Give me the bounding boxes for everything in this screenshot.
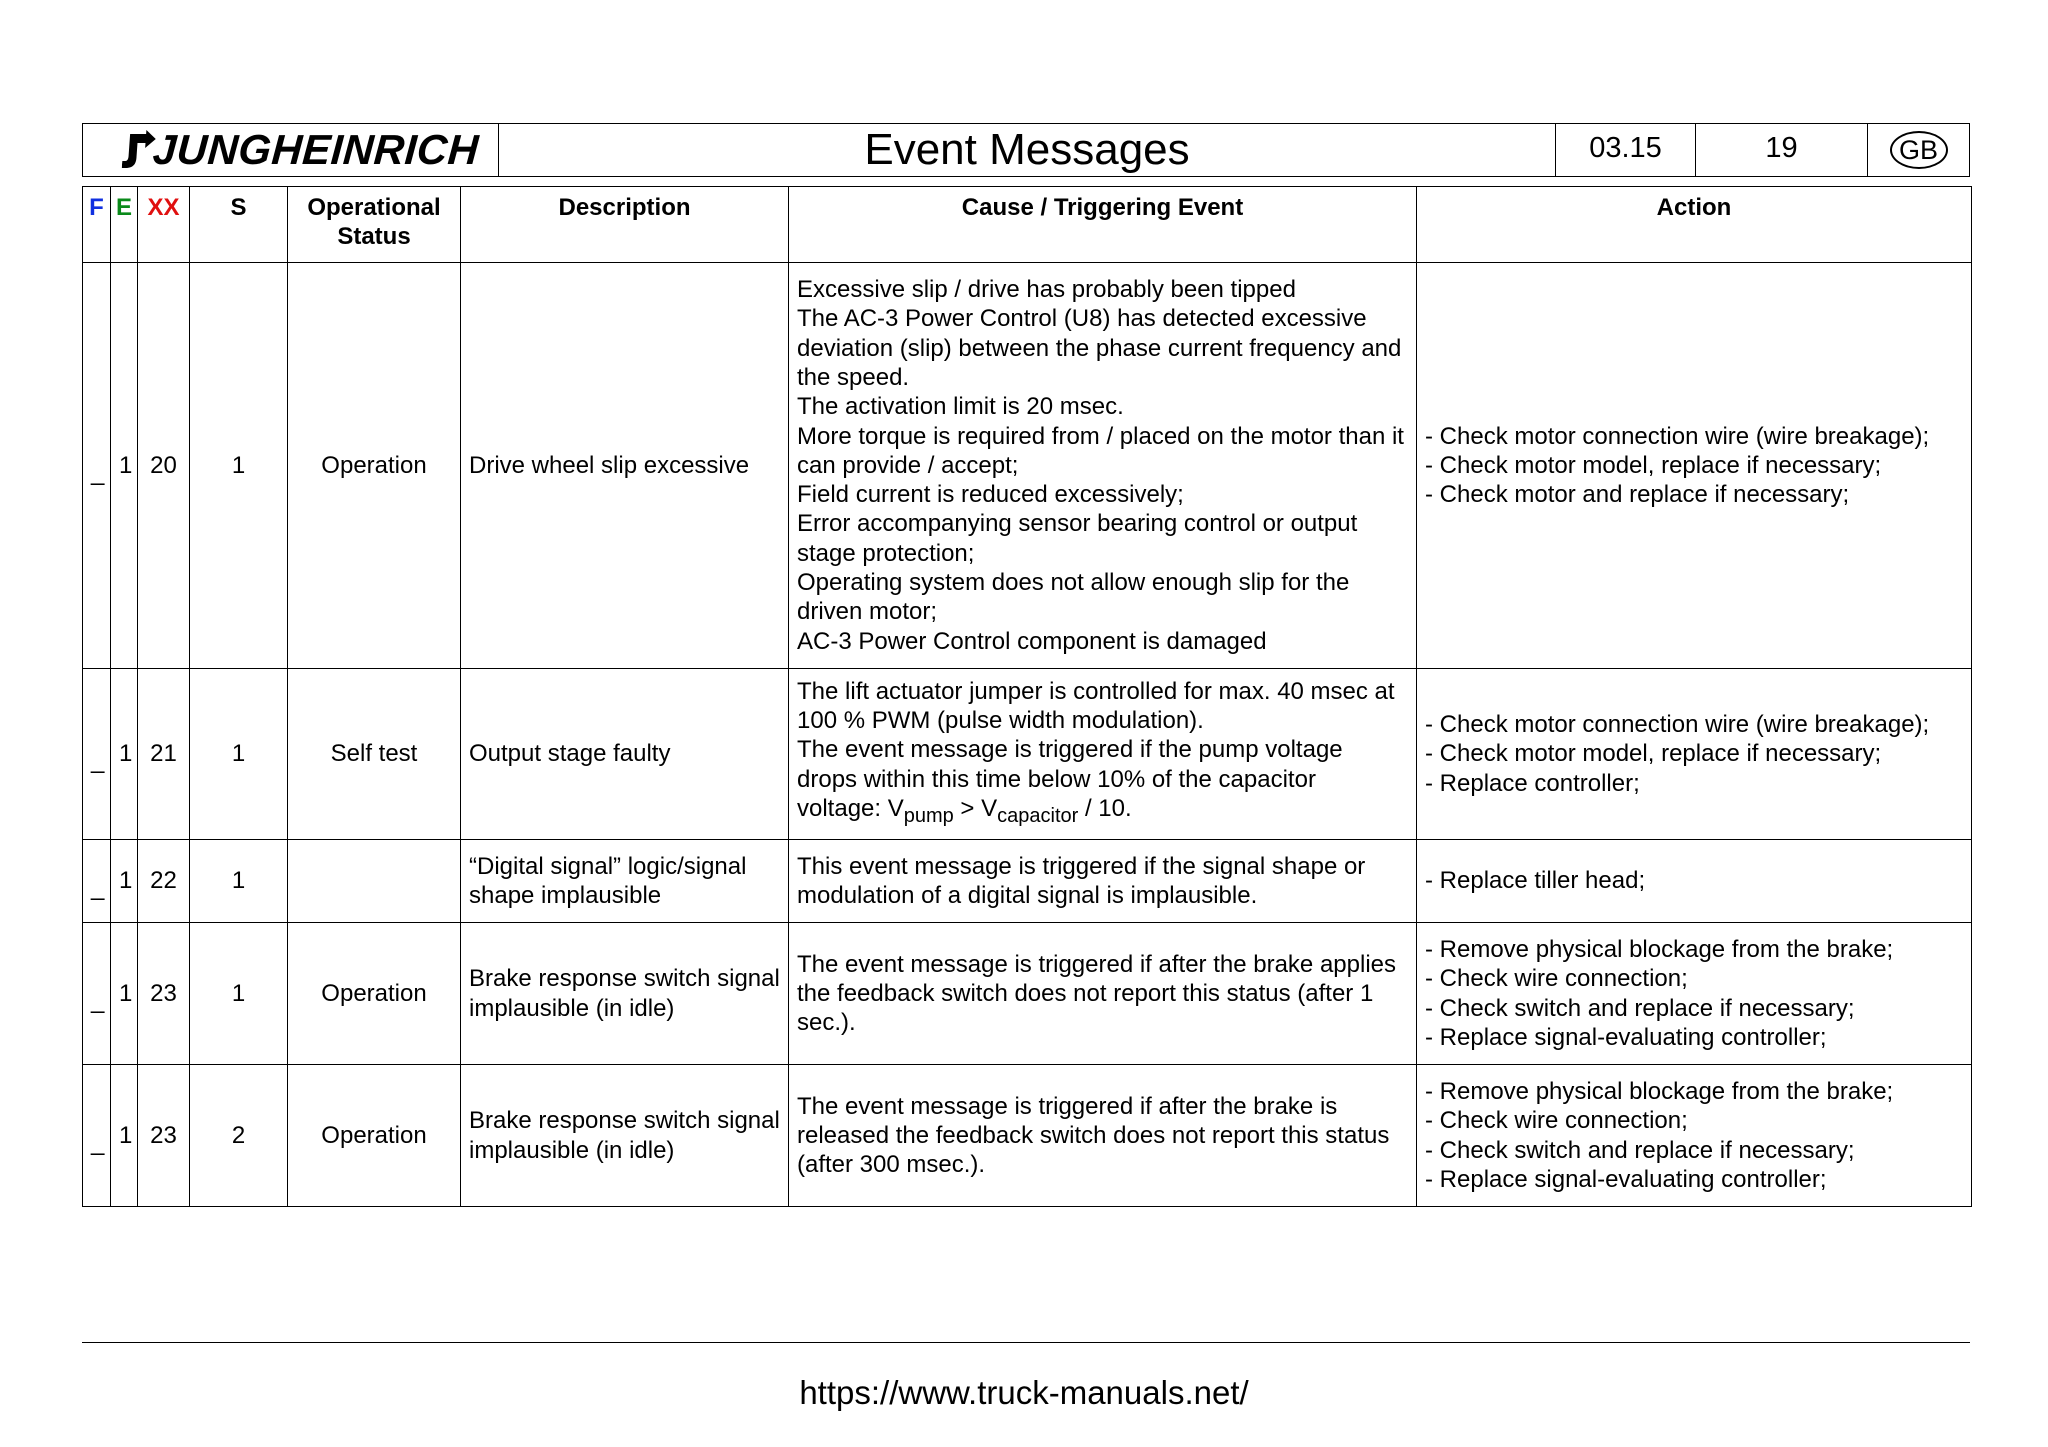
cell-f: _ xyxy=(83,669,111,840)
cause-line: The event message is triggered if the pump voltage drops within this time below 10% of the capacitor xyxy=(797,736,1343,793)
cause-line: More torque is required from / placed on the motor than it can provide / accept; xyxy=(797,422,1404,479)
cell-action xyxy=(1417,263,1972,669)
col-header-action: Action xyxy=(1417,187,1972,263)
cell-cause: The event message is triggered if after the brake applies the feedback switch does not report this status (after 1 sec.). xyxy=(789,923,1417,1065)
language-badge: GB xyxy=(1890,131,1948,169)
action-line: - Check motor connection wire (wire breakage); xyxy=(1425,711,1930,739)
action-line: - Replace controller; xyxy=(1425,769,1640,797)
page-header xyxy=(82,123,1970,177)
cell-f: _ xyxy=(83,840,111,923)
cell-f: _ xyxy=(83,923,111,1065)
action-line: - Check motor model, replace if necessary; xyxy=(1425,451,1882,479)
table-row xyxy=(83,263,1972,669)
cell-operational-status xyxy=(288,840,461,923)
cell-operational-status: Operation xyxy=(288,263,461,669)
cell-xx: 21 xyxy=(138,669,190,840)
table-header-row xyxy=(83,187,1972,263)
cell-description: Brake response switch signal implausible (in idle) xyxy=(461,1065,789,1207)
cause-line: Field current is reduced excessively; xyxy=(797,481,1184,509)
cell-f: _ xyxy=(83,263,111,669)
col-header-e: E xyxy=(111,187,138,263)
cell-e: 1 xyxy=(111,840,138,923)
event-messages-table xyxy=(82,186,1972,1207)
footer-divider xyxy=(82,1342,1970,1343)
cause-line: The AC-3 Power Control (U8) has detected excessive deviation (slip) between the phase current frequency and the speed. xyxy=(797,305,1402,391)
cause-line: The lift actuator jumper is controlled for max. 40 msec at 100 % PWM (pulse width modulation). xyxy=(797,677,1395,735)
cell-s: 1 xyxy=(190,669,288,840)
footer-url[interactable]: https://www.truck-manuals.net/ xyxy=(799,1374,1249,1411)
cell-e: 1 xyxy=(111,669,138,840)
action-line: - Remove physical blockage from the brake; xyxy=(1425,1077,1894,1105)
cause-line: AC-3 Power Control component is damaged xyxy=(797,627,1267,655)
action-line: - Replace signal-evaluating controller; xyxy=(1425,1165,1827,1193)
cell-s: 1 xyxy=(190,923,288,1065)
edition-date: 03.15 xyxy=(1556,124,1696,176)
cell-operational-status: Self test xyxy=(288,669,461,840)
cell-e: 1 xyxy=(111,923,138,1065)
action-line: - Check motor model, replace if necessary; xyxy=(1425,740,1882,768)
col-header-cause: Cause / Triggering Event xyxy=(789,187,1417,263)
cell-cause: The event message is triggered if after the brake is released the feedback switch does not report this status (after 300 msec.). xyxy=(789,1065,1417,1207)
cell-description: Output stage faulty xyxy=(461,669,789,840)
cell-s: 2 xyxy=(190,1065,288,1207)
cell-xx: 23 xyxy=(138,923,190,1065)
cell-e: 1 xyxy=(111,263,138,669)
action-line: - Remove physical blockage from the brake; xyxy=(1425,935,1894,963)
cell-s: 1 xyxy=(190,840,288,923)
table-row xyxy=(83,923,1972,1065)
cell-xx: 20 xyxy=(138,263,190,669)
table-row xyxy=(83,840,1972,923)
cause-line: The activation limit is 20 msec. xyxy=(797,393,1124,421)
page-title: Event Messages xyxy=(499,124,1556,176)
brand-name: JUNGHEINRICH xyxy=(151,126,481,173)
action-line: - Check wire connection; xyxy=(1425,965,1688,993)
cell-xx: 22 xyxy=(138,840,190,923)
cause-formula: voltage: $V_{pump} > V_{capacitor} / 10$. xyxy=(797,795,1132,827)
page-number: 19 xyxy=(1696,124,1868,176)
cell-action xyxy=(1417,1065,1972,1207)
brand-logo-cell xyxy=(83,124,499,176)
cell-xx: 23 xyxy=(138,1065,190,1207)
cause-line: Excessive slip / drive has probably been tipped xyxy=(797,276,1296,304)
cell-cause xyxy=(789,669,1417,840)
language-cell xyxy=(1868,124,1969,176)
cell-e: 1 xyxy=(111,1065,138,1207)
action-line: - Replace tiller head; xyxy=(1425,867,1646,895)
cell-action xyxy=(1417,669,1972,840)
cell-f: _ xyxy=(83,1065,111,1207)
action-line: - Check switch and replace if necessary; xyxy=(1425,1136,1855,1164)
cell-action xyxy=(1417,923,1972,1065)
action-line: - Check wire connection; xyxy=(1425,1107,1688,1135)
cell-description: Drive wheel slip excessive xyxy=(461,263,789,669)
action-line: - Replace signal-evaluating controller; xyxy=(1425,1023,1827,1051)
brand-logo xyxy=(121,126,480,174)
cell-action xyxy=(1417,840,1972,923)
action-line: - Check motor connection wire (wire breakage); xyxy=(1425,422,1930,450)
table-row xyxy=(83,669,1972,840)
action-line: - Check switch and replace if necessary; xyxy=(1425,994,1855,1022)
col-header-f: F xyxy=(83,187,111,263)
cell-operational-status: Operation xyxy=(288,1065,461,1207)
cell-description: “Digital signal” logic/signal shape implausible xyxy=(461,840,789,923)
col-header-operational-status: Operational Status xyxy=(288,187,461,263)
cause-line: Error accompanying sensor bearing control or output stage protection; xyxy=(797,510,1358,567)
col-header-s: S xyxy=(190,187,288,263)
cell-s: 1 xyxy=(190,263,288,669)
cell-cause: This event message is triggered if the signal shape or modulation of a digital signal is implausible. xyxy=(789,840,1417,923)
col-header-description: Description xyxy=(461,187,789,263)
cell-description: Brake response switch signal implausible (in idle) xyxy=(461,923,789,1065)
table-row xyxy=(83,1065,1972,1207)
col-header-xx: XX xyxy=(138,187,190,263)
action-line: - Check motor and replace if necessary; xyxy=(1425,481,1850,509)
cell-operational-status: Operation xyxy=(288,923,461,1065)
cause-line: Operating system does not allow enough slip for the driven motor; xyxy=(797,569,1350,626)
cell-cause xyxy=(789,263,1417,669)
